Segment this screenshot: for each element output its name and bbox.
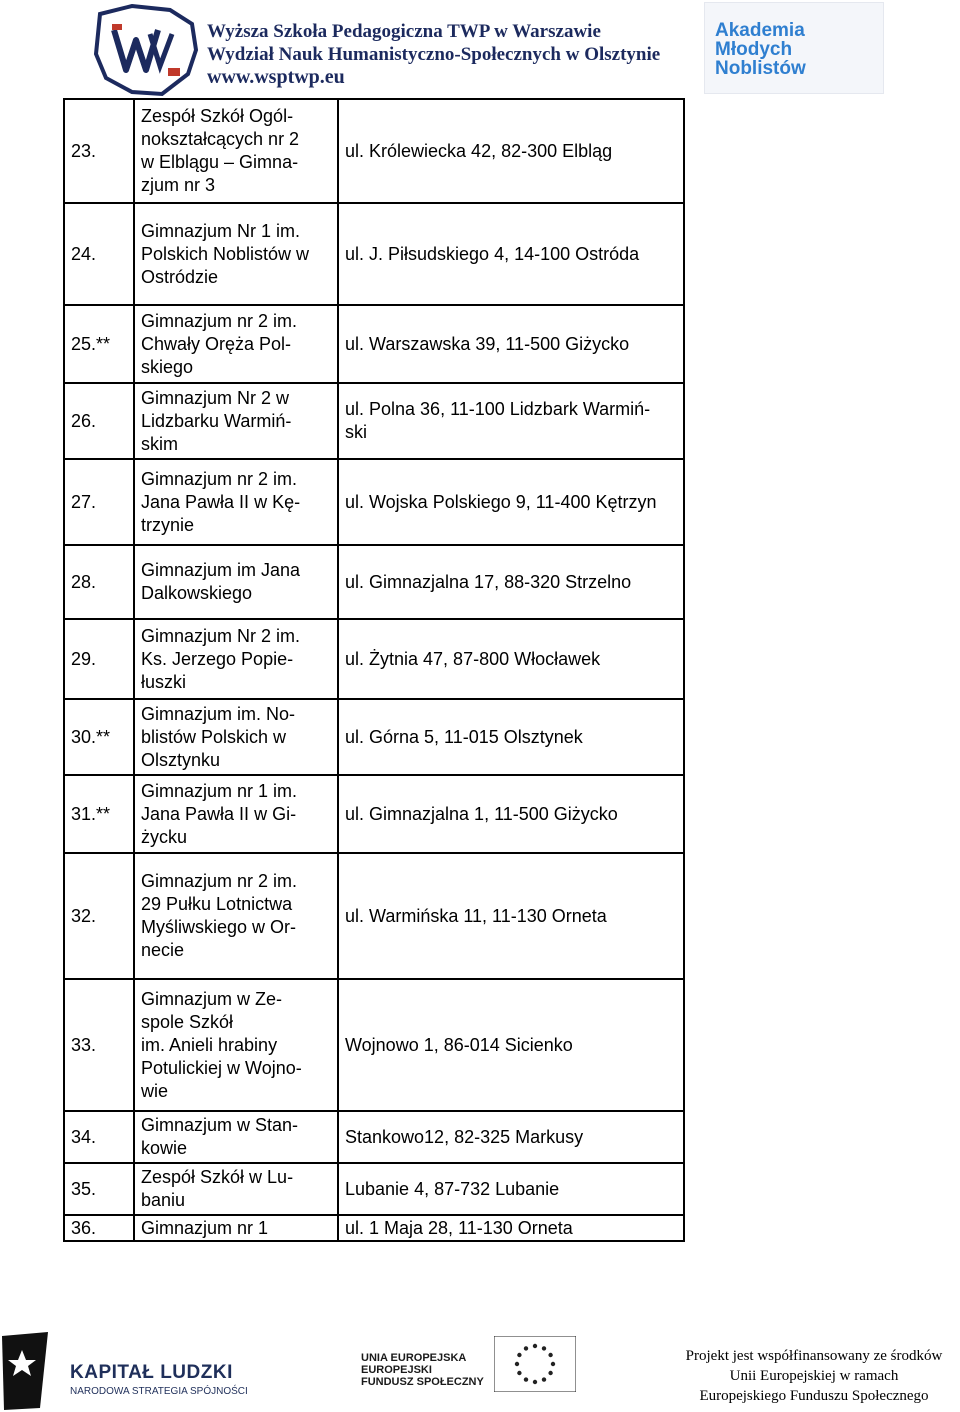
school-name [134,545,338,619]
header-line-2: Wydział Nauk Humanistyczno-Społecznych w Olsztynie [207,44,661,65]
school-address [338,699,684,775]
school-name-line: w Elblągu – Gimna- [141,152,299,172]
school-address [338,853,684,979]
school-address-line: ul. Gimnazjalna 17, 88-320 Strzelno [345,571,632,592]
row-number: 36. [64,1215,134,1241]
school-address [338,203,684,305]
school-name [134,203,338,305]
table-row [64,979,684,1111]
table-row [64,459,684,545]
cofinancing-line-3: Europejskiego Funduszu Społecznego [699,1388,929,1404]
school-name [134,699,338,775]
school-name-line: Dalkowskiego [141,583,253,603]
table-row [64,699,684,775]
school-name-line: Jana Pawła II w Kę- [141,491,301,512]
akademia-mlodych-noblistow-logo [704,2,884,94]
school-name-line: Lidzbarku Warmiń- [141,410,292,431]
school-name-line: necie [141,940,185,960]
eu-star-icon [517,1353,521,1357]
school-address [338,979,684,1111]
school-name-line: życku [141,826,188,847]
school-address-line: ul. Królewiecka 42, 82-300 Elbląg [345,140,613,161]
school-address [338,619,684,699]
school-name-line: skim [141,433,178,454]
table-row [64,383,684,459]
kapital-ludzki-logo [70,1362,248,1397]
eu-star-icon [533,1344,537,1348]
school-name-line: Gimnazjum nr 2 im. [141,468,298,489]
row-number: 25.** [64,305,134,383]
school-name-line: Ostródzie [141,266,219,287]
eu-star-icon [548,1371,552,1375]
row-number: 33. [64,979,134,1111]
school-name-line: im. Anieli hrabiny [141,1034,278,1055]
eu-star-icon [515,1362,519,1366]
eu-fund-label [361,1352,484,1388]
school-name [134,853,338,979]
school-name-line: trzynie [141,514,195,535]
school-address [338,305,684,383]
table-row [64,203,684,305]
school-name [134,459,338,545]
school-name [134,979,338,1111]
school-address [338,1215,684,1241]
cofinancing-line-1: Projekt jest współfinansowany ze środków [685,1348,943,1364]
row-number: 32. [64,853,134,979]
row-number: 23. [64,99,134,203]
row-number: 26. [64,383,134,459]
school-name-line: Gimnazjum im. No- [141,703,296,724]
school-name-line: Gimnazjum im Jana [141,560,301,580]
table-row [64,305,684,383]
school-name-line: Potulickiej w Wojno- [141,1057,302,1078]
school-table-body [64,99,684,1241]
table-row [64,1163,684,1215]
row-number: 34. [64,1111,134,1163]
header-institution [207,20,660,89]
school-address [338,1111,684,1163]
badge-line-1: Akademia [715,20,805,41]
eu-star-icon [517,1371,521,1375]
school-name-line: Gimnazjum Nr 2 w [141,387,290,408]
school-name-line: spole Szkół [141,1011,234,1032]
school-name [134,1215,338,1241]
school-name [134,99,338,203]
row-number: 35. [64,1163,134,1215]
table-row [64,1215,684,1241]
school-address-line: ul. J. Piłsudskiego 4, 14-100 Ostróda [345,243,640,264]
kapital-ludzki-title: KAPITAŁ LUDZKI [70,1362,233,1383]
school-name-line: Ks. Jerzego Popie- [141,648,294,669]
school-name-line: Gimnazjum nr 2 im. [141,310,298,331]
wsp-logo [92,4,200,98]
table-row [64,99,684,203]
eu-line-3: FUNDUSZ SPOŁECZNY [361,1376,484,1388]
school-name-line: Polskich Noblistów w [141,243,310,264]
badge-line-3: Noblistów [715,58,806,79]
school-name [134,1163,338,1215]
school-name-line: Gimnazjum nr 1 im. [141,780,298,801]
school-name-line: skiego [141,356,194,377]
school-address-line: ul. Wojska Polskiego 9, 11-400 Kętrzyn [345,491,657,512]
school-name-line: Gimnazjum nr 1 [141,1217,269,1238]
school-name [134,305,338,383]
school-address-line: ul. Żytnia 47, 87-800 Włocławek [345,648,601,669]
eu-flag-icon [494,1336,576,1392]
header-line-1: Wyższa Szkoła Pedagogiczna TWP w Warszawie [207,21,601,42]
eu-star-icon [533,1380,537,1384]
school-name-line: Gimnazjum Nr 1 im. [141,220,301,241]
school-address-line: ul. Warmińska 11, 11-130 Orneta [345,905,607,926]
school-name [134,775,338,853]
school-address-line: ul. Polna 36, 11-100 Lidzbark Warmiń- [345,399,651,419]
badge-line-2: Młodych [715,39,793,60]
school-table [63,98,685,1242]
eu-star-icon [524,1377,528,1381]
school-name-line: blistów Polskich w [141,726,287,747]
eu-star-icon [542,1346,546,1350]
school-name-line: Chwały Oręża Pol- [141,333,292,354]
row-number: 30.** [64,699,134,775]
school-address-line: ul. 1 Maja 28, 11-130 Orneta [345,1217,573,1238]
school-address [338,383,684,459]
school-address-line: Stankowo12, 82-325 Markusy [345,1126,584,1147]
eu-star-icon [548,1353,552,1357]
table-row [64,619,684,699]
table-row [64,545,684,619]
row-number: 24. [64,203,134,305]
school-address-line: ul. Górna 5, 11-015 Olsztynek [345,726,583,747]
school-name-line: Olsztynku [141,749,221,770]
kapital-ludzki-subtitle: NARODOWA STRATEGIA SPÓJNOŚCI [70,1386,248,1397]
eu-star-icon [524,1346,528,1350]
row-number: 28. [64,545,134,619]
school-name-line: zjum nr 3 [141,175,216,195]
school-name [134,1111,338,1163]
school-address [338,1163,684,1215]
row-number: 31.** [64,775,134,853]
cofinancing-note [666,1346,960,1406]
school-address-line: ul. Warszawska 39, 11-500 Giżycko [345,333,630,354]
eu-line-2: EUROPEJSKI [361,1364,432,1376]
eu-star-icon [551,1362,555,1366]
school-name-line: Gimnazjum w Stan- [141,1115,299,1135]
school-address-line: Lubanie 4, 87-732 Lubanie [345,1178,560,1199]
eu-line-1: UNIA EUROPEJSKA [361,1352,467,1364]
school-name-line: 29 Pułku Lotnictwa [141,894,293,914]
school-name [134,383,338,459]
school-name [134,619,338,699]
school-name-line: Myśliwskiego w Or- [141,917,297,937]
school-name-line: baniu [141,1190,186,1210]
school-name-line: kowie [141,1138,188,1158]
school-name-line: Jana Pawła II w Gi- [141,803,297,824]
school-name-line: łuszki [141,671,187,692]
school-address [338,99,684,203]
school-address [338,545,684,619]
school-address [338,775,684,853]
school-name-line: Zespół Szkół Ogól- [141,106,294,126]
school-name-line: nokształcących nr 2 [141,129,300,149]
human-capital-emblem-icon [0,1330,52,1412]
school-address-line: Wojnowo 1, 86-014 Sicienko [345,1034,573,1055]
school-address-line: ski [345,422,367,442]
school-address-line: ul. Gimnazjalna 1, 11-500 Giżycko [345,803,618,824]
school-name-line: Gimnazjum w Ze- [141,988,283,1009]
table-row [64,1111,684,1163]
cofinancing-line-2: Unii Europejskiej w ramach [729,1368,899,1384]
row-number: 29. [64,619,134,699]
school-name-line: Gimnazjum Nr 2 im. [141,625,301,646]
eu-star-icon [542,1377,546,1381]
school-name-line: wie [141,1080,169,1101]
table-row [64,853,684,979]
table-row [64,775,684,853]
header-url: www.wsptwp.eu [207,66,345,88]
school-name-line: Gimnazjum nr 2 im. [141,871,298,891]
school-name-line: Zespół Szkół w Lu- [141,1167,294,1187]
school-address [338,459,684,545]
row-number: 27. [64,459,134,545]
